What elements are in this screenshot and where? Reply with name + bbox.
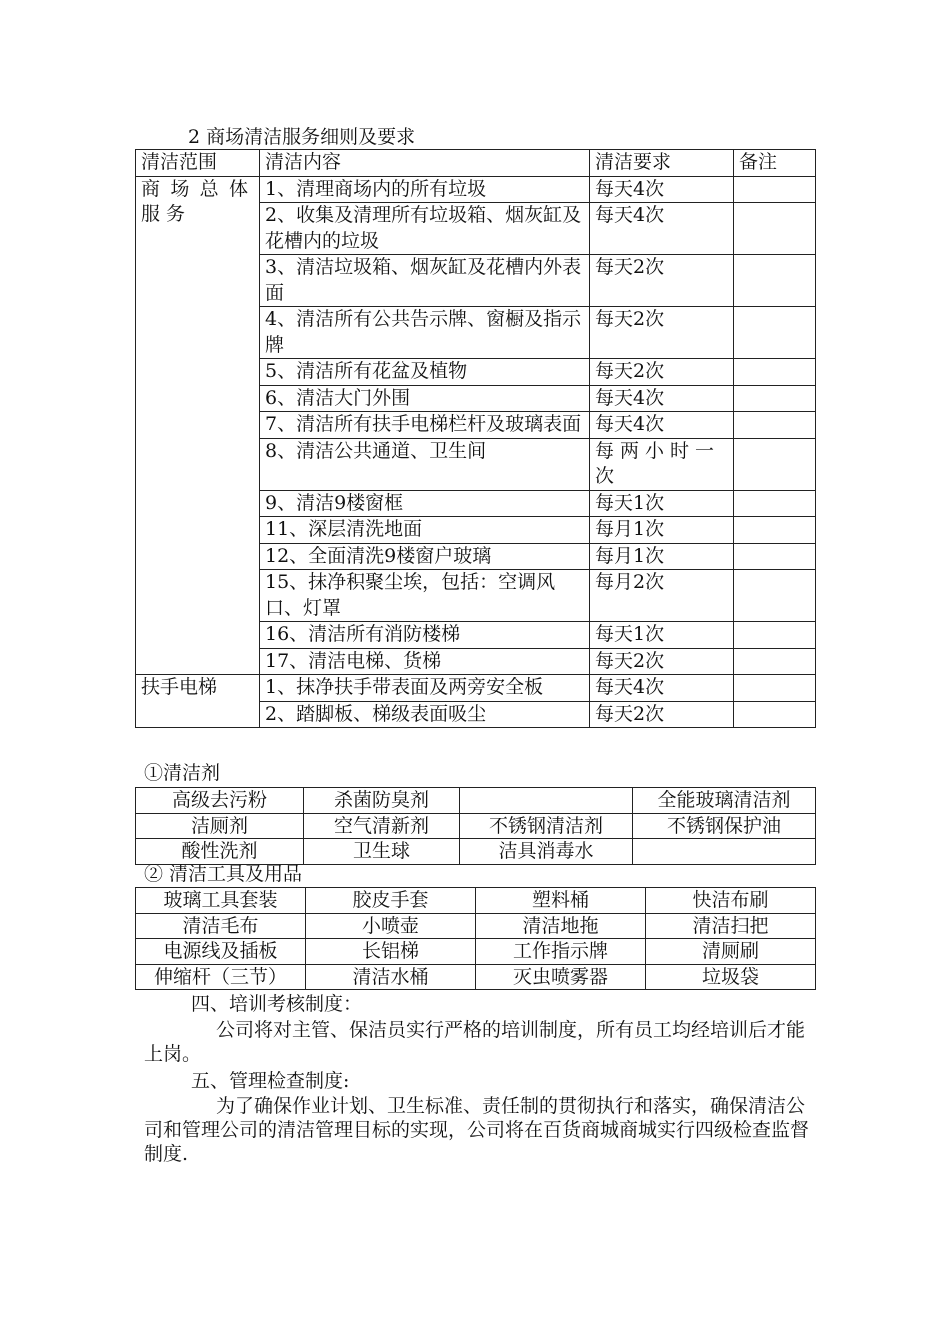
cell-content: 15、抹净积聚尘埃，包括：空调风口、灯罩 <box>260 570 590 622</box>
grid-cell: 全能玻璃清洁剂 <box>633 788 816 814</box>
grid-cell: 塑料桶 <box>476 888 646 914</box>
cell-requirement: 每月2次 <box>590 570 734 622</box>
cleaning-service-table <box>135 149 816 728</box>
table-row <box>136 913 816 939</box>
cell-note <box>734 255 816 307</box>
cell-requirement: 每两小时一次 <box>590 438 734 490</box>
header-note: 备注 <box>734 150 816 177</box>
table-row <box>136 888 816 914</box>
header-content: 清洁内容 <box>260 150 590 177</box>
cell-requirement: 每天1次 <box>590 490 734 517</box>
cell-note <box>734 543 816 570</box>
cell-content: 5、清洁所有花盆及植物 <box>260 359 590 386</box>
grid-cell: 卫生球 <box>304 839 460 865</box>
table-row <box>136 788 816 814</box>
grid-cell: 洁具消毒水 <box>460 839 633 865</box>
grid-cell <box>460 788 633 814</box>
cell-content: 12、全面清洗9楼窗户玻璃 <box>260 543 590 570</box>
grid-cell: 高级去污粉 <box>136 788 304 814</box>
cell-content: 16、清洁所有消防楼梯 <box>260 622 590 649</box>
cell-content: 11、深层清洗地面 <box>260 517 590 544</box>
grid-cell: 不锈钢保护油 <box>633 813 816 839</box>
cell-note <box>734 359 816 386</box>
header-scope: 清洁范围 <box>136 150 260 177</box>
cell-note <box>734 203 816 255</box>
training-title: 四、培训考核制度： <box>191 993 363 1015</box>
grid-cell: 酸性洗剂 <box>136 839 304 865</box>
grid-cell: 清洁毛布 <box>136 913 306 939</box>
grid-cell: 灭虫喷雾器 <box>476 964 646 990</box>
cell-content: 2、踏脚板、梯级表面吸尘 <box>260 701 590 728</box>
inspection-title: 五、管理检查制度: <box>191 1070 350 1092</box>
training-body: 公司将对主管、保洁员实行严格的培训制度，所有员工均经培训后才能上岗。 <box>144 1019 806 1065</box>
table-row <box>136 675 816 702</box>
grid-cell <box>633 839 816 865</box>
cell-requirement: 每月1次 <box>590 517 734 544</box>
grid-cell: 杀菌防臭剂 <box>304 788 460 814</box>
cell-requirement: 每天4次 <box>590 385 734 412</box>
cell-requirement: 每天1次 <box>590 622 734 649</box>
cell-requirement: 每天2次 <box>590 307 734 359</box>
grid-cell: 伸缩杆（三节） <box>136 964 306 990</box>
table-row <box>136 813 816 839</box>
grid-cell: 清厕刷 <box>646 939 816 965</box>
grid-cell: 电源线及插板 <box>136 939 306 965</box>
cell-content: 2、收集及清理所有垃圾箱、烟灰缸及花槽内的垃圾 <box>260 203 590 255</box>
grid-cell: 长铝梯 <box>306 939 476 965</box>
grid-cell: 垃圾袋 <box>646 964 816 990</box>
cell-note <box>734 176 816 203</box>
cell-note <box>734 648 816 675</box>
cell-content: 3、清洁垃圾箱、烟灰缸及花槽内外表面 <box>260 255 590 307</box>
cell-scope: 商场总体服务 <box>136 176 260 675</box>
grid-cell: 玻璃工具套装 <box>136 888 306 914</box>
grid-cell: 胶皮手套 <box>306 888 476 914</box>
grid-cell: 不锈钢清洁剂 <box>460 813 633 839</box>
table-row <box>136 176 816 203</box>
cell-note <box>734 701 816 728</box>
cell-note <box>734 517 816 544</box>
cell-note <box>734 412 816 439</box>
cell-requirement: 每天4次 <box>590 412 734 439</box>
cell-scope: 扶手电梯 <box>136 675 260 728</box>
grid-cell: 洁厕剂 <box>136 813 304 839</box>
grid-cell: 工作指示牌 <box>476 939 646 965</box>
inspection-body: 为了确保作业计划、卫生标准、责任制的贯彻执行和落实，确保清洁公司和管理公司的清洁管理目标的实现，公司将在百货商城商城实行四级检查监督制度. <box>144 1095 810 1165</box>
grid-cell: 清洁地拖 <box>476 913 646 939</box>
table-body <box>136 176 816 728</box>
cleaning-tools-table <box>135 887 816 990</box>
grid-cell: 清洁水桶 <box>306 964 476 990</box>
cell-content: 4、清洁所有公共告示牌、窗橱及指示牌 <box>260 307 590 359</box>
grid-cell: 空气清新剂 <box>304 813 460 839</box>
table-row <box>136 839 816 865</box>
cell-content: 17、清洁电梯、货梯 <box>260 648 590 675</box>
cell-content: 7、清洁所有扶手电梯栏杆及玻璃表面 <box>260 412 590 439</box>
grid-cell: 快洁布刷 <box>646 888 816 914</box>
cell-requirement: 每天2次 <box>590 359 734 386</box>
cell-content: 8、清洁公共通道、卫生间 <box>260 438 590 490</box>
cell-note <box>734 622 816 649</box>
cell-note <box>734 490 816 517</box>
cell-requirement: 每天4次 <box>590 176 734 203</box>
table-row <box>136 964 816 990</box>
cell-note <box>734 385 816 412</box>
header-requirement: 清洁要求 <box>590 150 734 177</box>
cleaning-agents-table <box>135 787 816 865</box>
grid-cell: 清洁扫把 <box>646 913 816 939</box>
cell-content: 1、抹净扶手带表面及两旁安全板 <box>260 675 590 702</box>
grid-cell: 小喷壶 <box>306 913 476 939</box>
cell-requirement: 每天4次 <box>590 675 734 702</box>
section-title: 2 商场清洁服务细则及要求 <box>188 126 416 148</box>
table-header-row <box>136 150 816 177</box>
cell-requirement: 每月1次 <box>590 543 734 570</box>
cell-note <box>734 675 816 702</box>
cell-note <box>734 307 816 359</box>
cell-requirement: 每天2次 <box>590 648 734 675</box>
cell-content: 9、清洁9楼窗框 <box>260 490 590 517</box>
cell-requirement: 每天4次 <box>590 203 734 255</box>
tools-label: ② 清洁工具及用品 <box>144 863 303 885</box>
agents-label: ①清洁剂 <box>144 762 221 784</box>
cell-content: 1、清理商场内的所有垃圾 <box>260 176 590 203</box>
table-row <box>136 939 816 965</box>
cell-requirement: 每天2次 <box>590 701 734 728</box>
cell-content: 6、清洁大门外围 <box>260 385 590 412</box>
cell-note <box>734 438 816 490</box>
cell-note <box>734 570 816 622</box>
cell-requirement: 每天2次 <box>590 255 734 307</box>
